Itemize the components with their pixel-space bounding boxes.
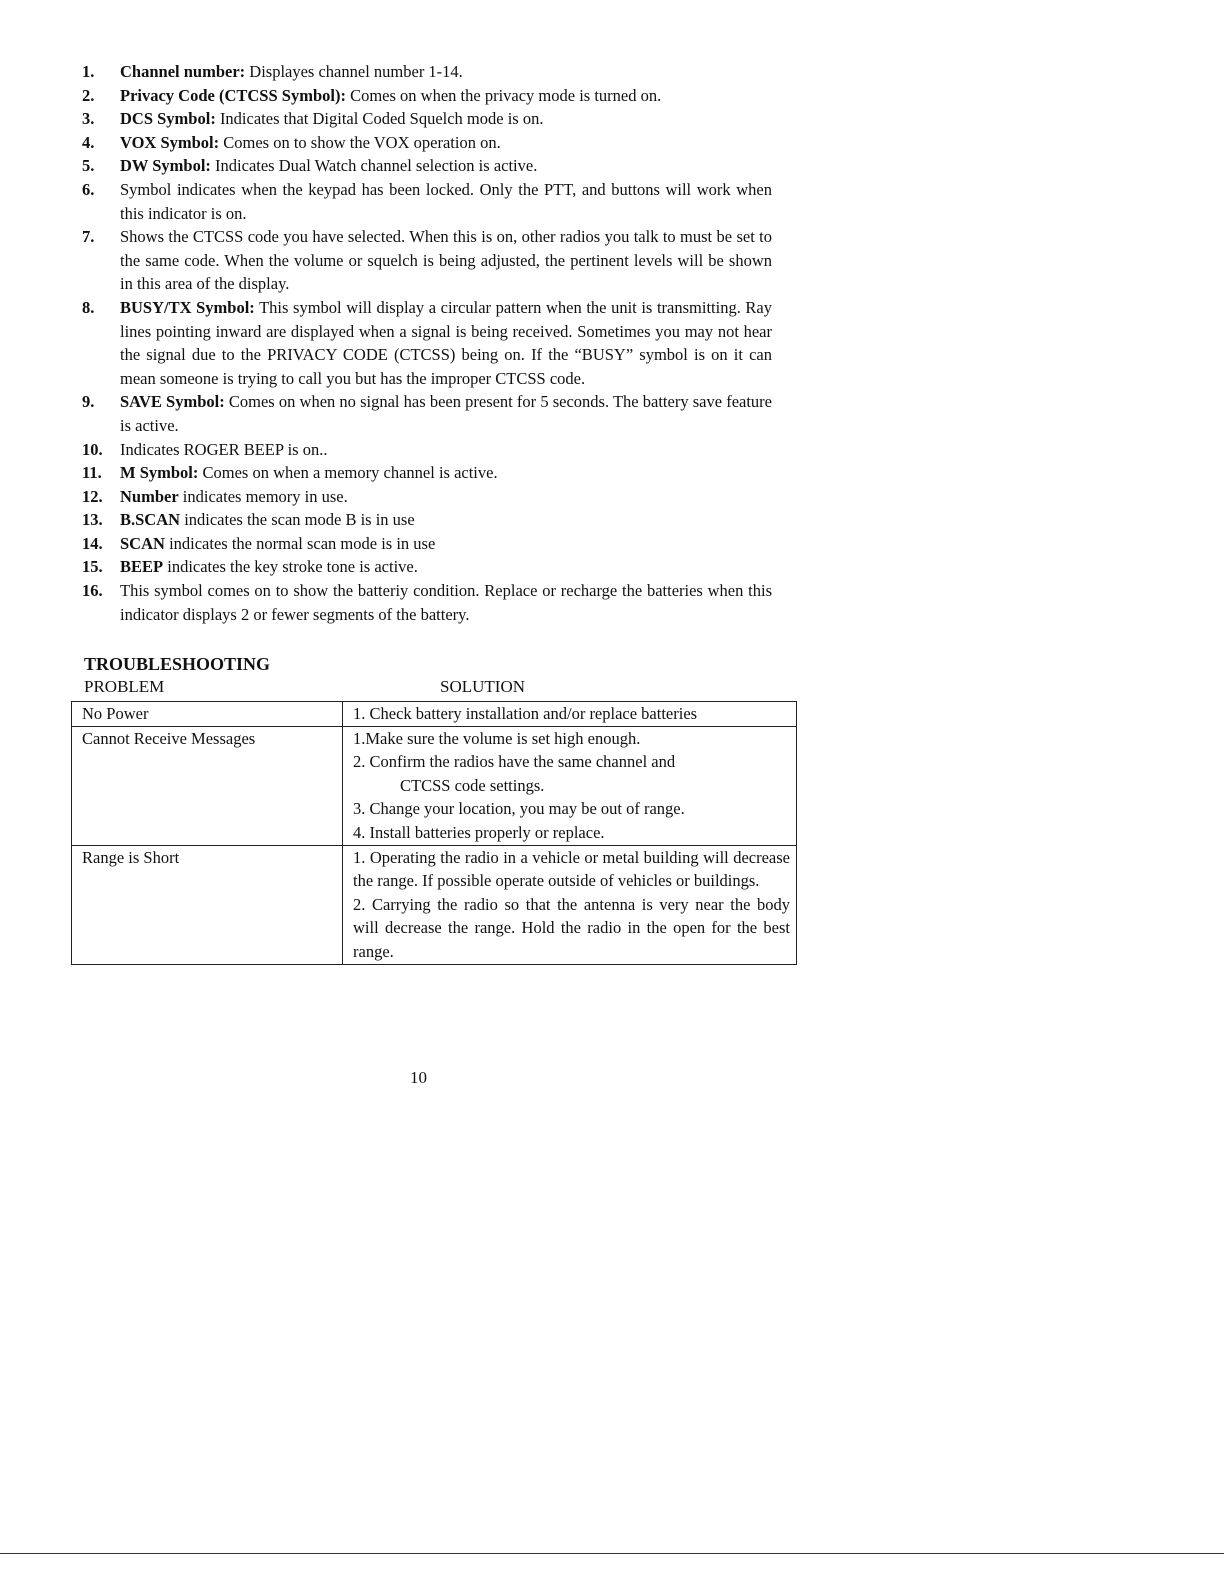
legend-text: This symbol comes on to show the batteriy condition. Replace or recharge the batteries when this indicator displays 2 or fewer segments of the battery. (120, 581, 772, 624)
legend-item (82, 131, 772, 155)
legend-text: Indicates ROGER BEEP is on.. (120, 439, 328, 459)
legend-term: BUSY/TX Symbol: (120, 297, 255, 317)
display-legend-list (82, 60, 772, 626)
legend-text: indicates the scan mode B is in use (180, 510, 415, 530)
legend-item (82, 107, 772, 131)
legend-term: BEEP (120, 557, 164, 577)
solution-step: 3. Change your location, you may be out of range. (353, 799, 685, 819)
legend-number: 1. (82, 62, 95, 81)
legend-text: This symbol will display a circular pattern when the unit is transmitting. Ray lines pointing inward are displayed when a signal is being received. Sometimes you may not hear the signal due to the PRIVACY CODE (CTCSS) being on. If the “BUSY” symbol is on it can mean someone is trying to call you but has the improper CTCSS code. (120, 297, 772, 388)
legend-text: Shows the CTCSS code you have selected. When this is on, other radios you talk to must be set to the same code. When the volume or squelch is being adjusted, the pertinent levels will be shown in this area of the display. (120, 227, 772, 294)
legend-item (82, 532, 772, 556)
legend-number: 12. (82, 486, 103, 506)
table-row (72, 702, 797, 727)
solution-column-header: SOLUTION (440, 677, 525, 696)
table-row (72, 845, 797, 964)
legend-text: indicates the key stroke tone is active. (163, 557, 418, 577)
legend-term: Number (120, 486, 179, 506)
legend-item (82, 485, 772, 509)
legend-item (82, 84, 772, 108)
legend-number: 13. (82, 510, 103, 530)
legend-term: DCS Symbol: (120, 109, 216, 129)
legend-item (82, 555, 772, 579)
solution-step: 1.Make sure the volume is set high enough. (353, 728, 641, 748)
solution-cell (343, 702, 797, 727)
page-number: 10 (410, 1068, 427, 1087)
legend-text: indicates memory in use. (178, 486, 348, 506)
legend-item (82, 154, 772, 178)
legend-term: VOX Symbol: (120, 132, 220, 152)
legend-number: 9. (82, 392, 95, 412)
bottom-divider (0, 1553, 1224, 1554)
legend-text: indicates the normal scan mode is in use (164, 533, 436, 553)
legend-number: 11. (82, 463, 102, 483)
legend-number: 10. (82, 439, 103, 459)
legend-item (82, 60, 772, 84)
legend-term: SAVE Symbol: (120, 392, 225, 412)
legend-term: SCAN (120, 533, 165, 553)
solution-step: 4. Install batteries properly or replace. (353, 822, 605, 842)
troubleshooting-heading: TROUBLESHOOTING (84, 654, 271, 674)
solution-cell (343, 726, 797, 845)
legend-text: Symbol indicates when the keypad has been locked. Only the PTT, and buttons will work when this indicator is on. (120, 179, 772, 223)
problem-column-header: PROBLEM (84, 677, 165, 696)
solution-step: 1. Check battery installation and/or replace batteries (353, 704, 698, 723)
legend-item (82, 390, 772, 437)
legend-text: Comes on to show the VOX operation on. (219, 132, 501, 152)
legend-term: DW Symbol: (120, 156, 211, 176)
legend-number: 16. (82, 581, 103, 601)
legend-term: Privacy Code (CTCSS Symbol): (120, 85, 346, 105)
solution-step: 1. Operating the radio in a vehicle or metal building will decrease the range. If possible operate outside of vehicles or buildings. (353, 847, 790, 891)
solution-step: CTCSS code settings. (400, 775, 545, 795)
legend-number: 15. (82, 557, 103, 577)
legend-text: Comes on when the privacy mode is turned on. (345, 85, 662, 105)
legend-text: Displayes channel number 1-14. (245, 62, 463, 81)
legend-item (82, 178, 772, 225)
legend-term: B.SCAN (120, 510, 181, 530)
problem-cell: Cannot Receive Messages (72, 726, 343, 845)
solution-step: 2. Carrying the radio so that the antenna is very near the body will decrease the range. Hold the radio in the open for the best range. (353, 894, 790, 961)
legend-text: Comes on when a memory channel is active. (198, 463, 498, 483)
legend-term: Channel number: (120, 62, 246, 81)
legend-number: 2. (82, 85, 95, 105)
legend-text: Comes on when no signal has been present for 5 seconds. The battery save feature is active. (120, 392, 772, 435)
problem-cell: Range is Short (72, 845, 343, 964)
legend-number: 3. (82, 109, 95, 129)
legend-number: 14. (82, 533, 103, 553)
legend-term: M Symbol: (120, 463, 199, 483)
legend-text: Indicates Dual Watch channel selection is active. (210, 156, 538, 176)
legend-item (82, 225, 772, 296)
table-row (72, 726, 797, 845)
legend-item (82, 579, 772, 626)
legend-number: 4. (82, 132, 95, 152)
legend-number: 8. (82, 297, 95, 317)
troubleshooting-table (71, 701, 797, 965)
legend-item (82, 438, 772, 462)
legend-number: 5. (82, 156, 95, 176)
legend-item (82, 508, 772, 532)
problem-cell: No Power (72, 702, 343, 727)
legend-item (82, 296, 772, 390)
legend-number: 6. (82, 179, 95, 199)
legend-item (82, 461, 772, 485)
solution-cell (343, 845, 797, 964)
legend-text: Indicates that Digital Coded Squelch mode is on. (215, 109, 544, 129)
legend-number: 7. (82, 227, 95, 247)
solution-step: 2. Confirm the radios have the same channel and (353, 752, 676, 772)
